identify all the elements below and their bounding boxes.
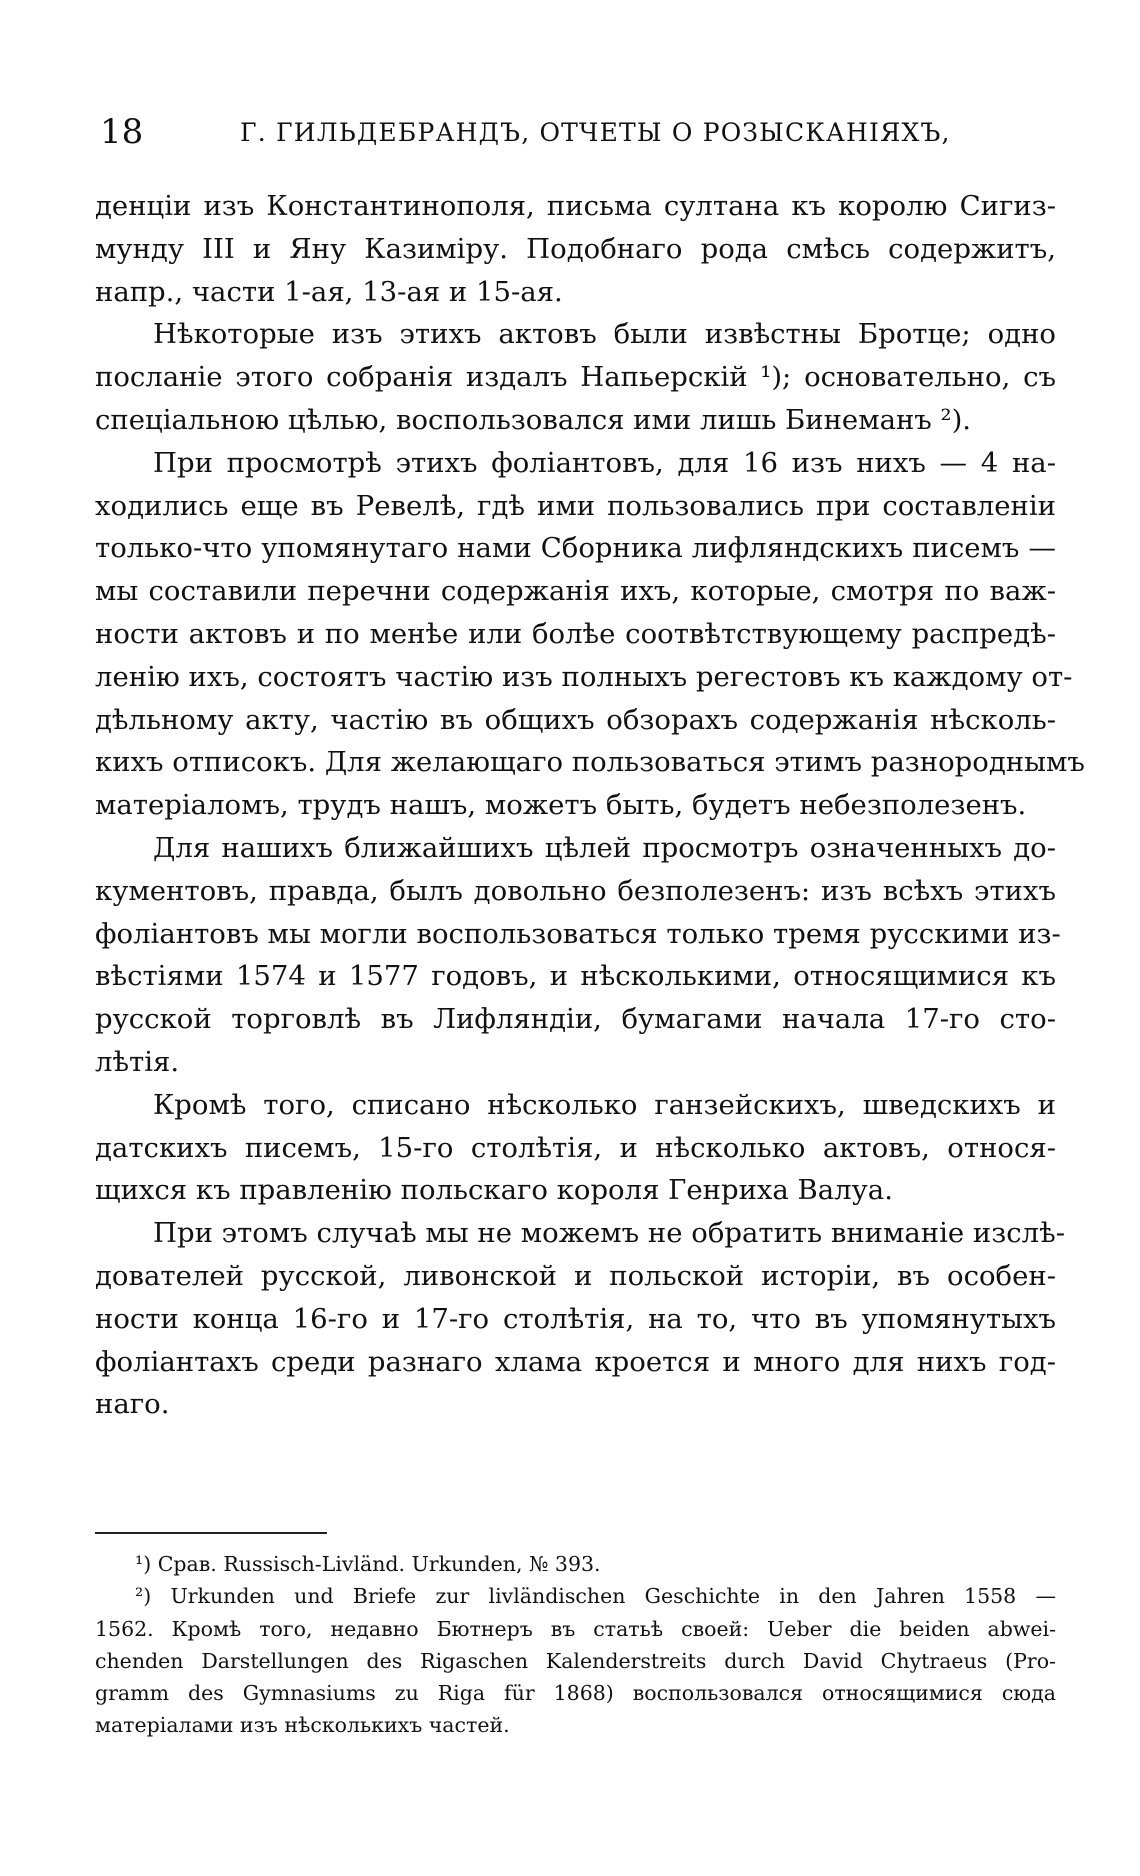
text-line: мунду III и Яну Казимiру. Подобнаго рода смѣсь содержитъ,: [95, 232, 1056, 265]
text-line: только-что упомянутаго нами Сборника лифляндскихъ писемъ —: [95, 532, 1056, 565]
footnote-line: матеріалами изъ нѣсколькихъ частей.: [95, 1713, 510, 1738]
page-number: 18: [100, 112, 144, 152]
text-line: денціи изъ Константинополя, письма султана къ королю Сигиз-: [95, 190, 1056, 222]
paragraph-3: [95, 442, 1085, 827]
text-line: напр., части 1-ая, 13-ая и 15-ая.: [95, 275, 563, 308]
paragraph-1: [95, 185, 1056, 313]
text-line: ходились еще въ Ревелѣ, гдѣ ими пользовались при составленіи: [95, 489, 1056, 522]
text-line: вѣстіями 1574 и 1577 годовъ, и нѣсколькими, относящимися къ: [95, 960, 1056, 993]
text-line: датскихъ писемъ, 15-го столѣтія, и нѣсколько актовъ, относя-: [95, 1131, 1056, 1164]
text-line: ленію ихъ, состоятъ частію изъ полныхъ регестовъ къ каждому от-: [95, 660, 1073, 693]
text-line: матеріаломъ, трудъ нашъ, можетъ быть, будетъ небезполезенъ.: [95, 789, 1027, 822]
paragraph-5: [95, 1084, 1056, 1212]
text-line: Для нашихъ ближайшихъ цѣлей просмотръ означенныхъ до-: [153, 831, 1056, 864]
text-line: русской торговлѣ въ Лифляндіи, бумагами начала 17-го сто-: [95, 1003, 1056, 1036]
body-text: [95, 185, 1085, 1426]
footnote-line: chenden Darstellungen des Rigaschen Kalenderstreits durch David Chytraeus (Pro-: [95, 1648, 1056, 1673]
running-head: Г. ГИЛЬДЕБРАНДЪ, ОТЧЕТЫ О РОЗЫСКАНІЯХЪ,: [240, 118, 951, 147]
paragraph-4: [95, 827, 1061, 1084]
text-line: кихъ отписокъ. Для желающаго пользоваться этимъ разнороднымъ: [95, 746, 1085, 779]
text-line: Кромѣ того, списано нѣсколько ганзейскихъ, шведскихъ и: [153, 1088, 1056, 1121]
text-line: При этомъ случаѣ мы не можемъ не обратить вниманіе изслѣ-: [153, 1217, 1065, 1250]
footnote-2: ²) Urkunden und Briefe zur livländischen Geschichte in den Jahren 1558 —: [135, 1584, 1056, 1609]
text-line: Нѣкоторые изъ этихъ актовъ были извѣстны Бротце; одно: [153, 318, 1056, 351]
footnote-1: ¹) Срав. Russisch-Livländ. Urkunden, № 393.: [135, 1552, 601, 1576]
text-line: спеціальною цѣлью, воспользовался ими лишь Бинеманъ ²).: [95, 403, 972, 436]
text-line: фоліантахъ среди разнаго хлама кроется и много для нихъ год-: [95, 1345, 1056, 1378]
text-line: лѣтія.: [95, 1045, 180, 1078]
text-line: мы составили перечни содержанія ихъ, которые, смотря по важ-: [95, 575, 1056, 608]
footnote-divider: [95, 1532, 327, 1534]
paragraph-2: [95, 313, 1056, 441]
text-line: фоліантовъ мы могли воспользоваться только тремя русскими из-: [95, 917, 1061, 950]
text-line: дѣльному акту, частію въ общихъ обзорахъ содержанія нѣсколь-: [95, 703, 1056, 736]
text-line: ности конца 16-го и 17-го столѣтія, на то, что въ упомянутыхъ: [95, 1302, 1056, 1335]
page-header: [100, 112, 1045, 152]
text-line: наго.: [95, 1388, 170, 1421]
text-line: дователей русской, ливонской и польской исторіи, въ особен-: [95, 1259, 1056, 1292]
paragraph-6: [95, 1212, 1065, 1426]
footnote-line: 1562. Кромѣ того, недавно Бютнеръ въ статьѣ своей: Ueber die beiden abwei-: [95, 1616, 1056, 1641]
text-line: щихся къ правленію польскаго короля Генриха Валуа.: [95, 1174, 893, 1207]
footnote-line: gramm des Gymnasiums zu Riga für 1868) воспользовался относящимися сюда: [95, 1681, 1056, 1706]
footnotes: [95, 1548, 1056, 1742]
text-line: посланіе этого собранія издалъ Напьерскій ¹); основательно, съ: [95, 361, 1056, 394]
text-line: кументовъ, правда, былъ довольно безполезенъ: изъ всѣхъ этихъ: [95, 874, 1056, 907]
text-line: При просмотрѣ этихъ фоліантовъ, для 16 изъ нихъ — 4 на-: [153, 446, 1056, 479]
text-line: ности актовъ и по менѣе или болѣе соотвѣтствующему распредѣ-: [95, 617, 1056, 650]
